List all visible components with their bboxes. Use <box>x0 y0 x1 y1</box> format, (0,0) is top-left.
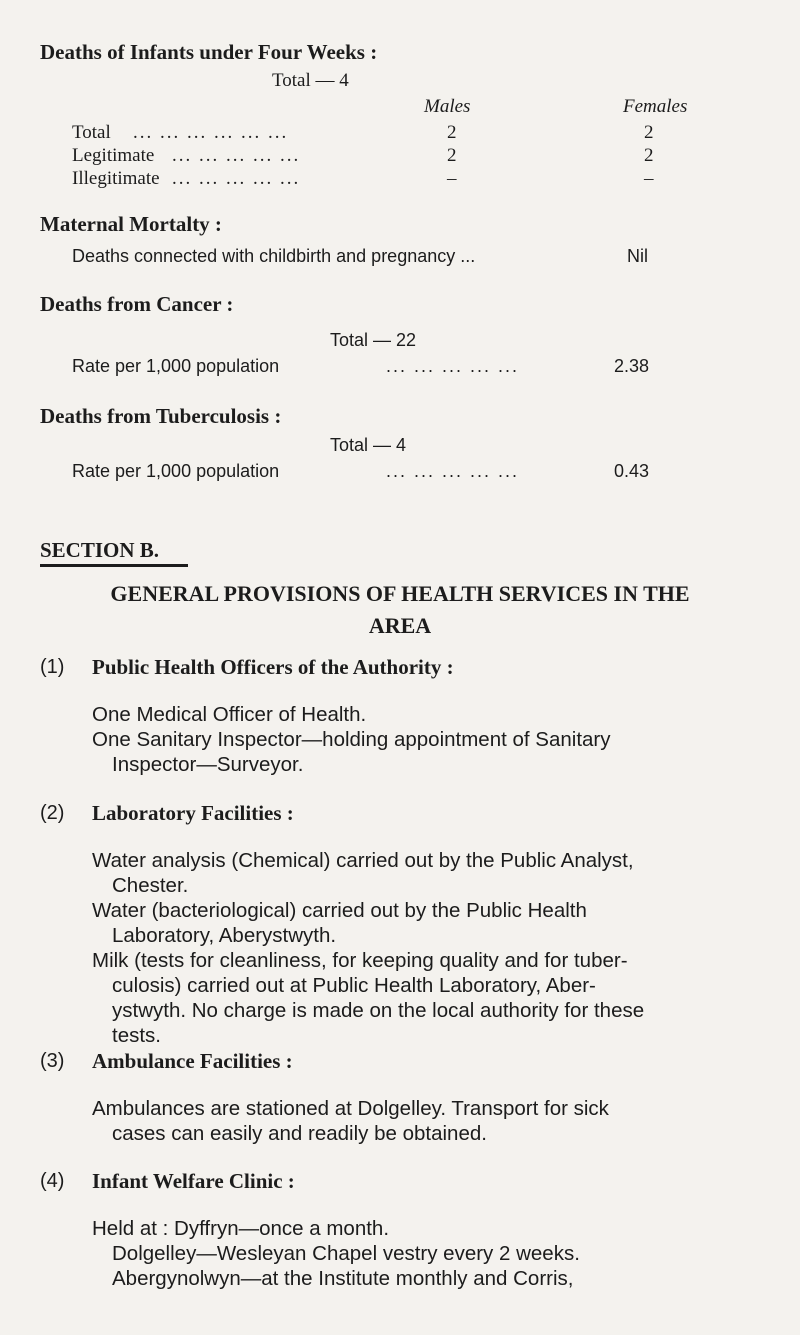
tuberculosis-rate-value: 0.43 <box>614 461 650 481</box>
infants-heading: Deaths of Infants under Four Weeks : <box>40 40 378 64</box>
item-heading: Infant Welfare Clinic : <box>92 1169 295 1193</box>
item-heading: Ambulance Facilities : <box>92 1049 293 1073</box>
section-b-title-line1: GENERAL PROVISIONS OF HEALTH SERVICES IN THE <box>110 581 690 606</box>
item-line: One Medical Officer of Health. <box>92 703 367 726</box>
item-line: Inspector—Surveyor. <box>112 753 304 776</box>
maternal-value: Nil <box>627 246 648 266</box>
item-line: Water analysis (Chemical) carried out by the Public Analyst, <box>92 849 634 872</box>
row-leader-dots: ... ... ... ... ... <box>172 145 301 166</box>
item-line: Laboratory, Aberystwyth. <box>112 924 337 947</box>
item-heading: Public Health Officers of the Authority : <box>92 655 454 679</box>
tuberculosis-rate-label: Rate per 1,000 population <box>72 461 280 481</box>
item-line: Abergynolwyn—at the Institute monthly and Corris, <box>112 1267 574 1290</box>
item-line: Water (bacteriological) carried out by the Public Health <box>92 899 587 922</box>
row-females-value: 2 <box>644 122 654 143</box>
item-body <box>92 702 752 777</box>
item-body <box>92 1216 752 1291</box>
cancer-rate-dots: ... ... ... ... ... <box>386 356 520 376</box>
row-leader-dots: ... ... ... ... ... ... <box>133 122 289 143</box>
item-body <box>92 848 752 1048</box>
tuberculosis-rate-dots: ... ... ... ... ... <box>386 461 520 481</box>
cancer-total-line: Total — 22 <box>330 330 417 350</box>
maternal-line: Deaths connected with childbirth and pregnancy ... <box>72 246 476 266</box>
row-males-value: – <box>447 168 457 189</box>
section-b-title-line2: AREA <box>368 613 432 638</box>
row-label: Total <box>72 122 111 143</box>
tuberculosis-total-line: Total — 4 <box>330 435 407 455</box>
item-line: cases can easily and readily be obtained. <box>112 1122 487 1145</box>
cancer-rate-value: 2.38 <box>614 356 650 376</box>
row-females-value: – <box>644 168 654 189</box>
tuberculosis-heading: Deaths from Tuberculosis : <box>40 404 282 428</box>
maternal-heading: Maternal Mortalty : <box>40 212 222 236</box>
row-label: Legitimate <box>72 145 155 166</box>
row-label: Illegitimate <box>72 168 160 189</box>
item-line: One Sanitary Inspector—holding appointment of Sanitary <box>92 728 611 751</box>
item-line: Dolgelley—Wesleyan Chapel vestry every 2 weeks. <box>112 1242 580 1265</box>
section-b-label: SECTION B. <box>40 538 160 562</box>
row-females-value: 2 <box>644 145 654 166</box>
item-body <box>92 1096 752 1146</box>
item-line: Held at : Dyffryn—once a month. <box>92 1217 390 1240</box>
item-line: culosis) carried out at Public Health Laboratory, Aber- <box>112 974 596 997</box>
cancer-rate-label: Rate per 1,000 population <box>72 356 280 376</box>
row-leader-dots: ... ... ... ... ... <box>172 168 301 189</box>
item-line: Milk (tests for cleanliness, for keeping quality and for tuber- <box>92 949 628 972</box>
infants-total-line: Total — 4 <box>272 70 349 91</box>
item-line: Chester. <box>112 874 189 897</box>
cancer-heading: Deaths from Cancer : <box>40 292 234 316</box>
item-heading: Laboratory Facilities : <box>92 801 294 825</box>
row-males-value: 2 <box>447 145 457 166</box>
row-males-value: 2 <box>447 122 457 143</box>
col-females-header: Females <box>623 96 688 117</box>
item-number: (2) <box>40 802 65 824</box>
item-number: (4) <box>40 1170 65 1192</box>
item-number: (1) <box>40 656 65 678</box>
item-line: tests. <box>112 1024 161 1047</box>
item-line: Ambulances are stationed at Dolgelley. Transport for sick <box>92 1097 609 1120</box>
item-line: ystwyth. No charge is made on the local authority for these <box>112 999 645 1022</box>
item-number: (3) <box>40 1050 65 1072</box>
section-b-underline <box>40 564 188 567</box>
section-b-title <box>40 578 760 642</box>
col-males-header: Males <box>424 96 471 117</box>
